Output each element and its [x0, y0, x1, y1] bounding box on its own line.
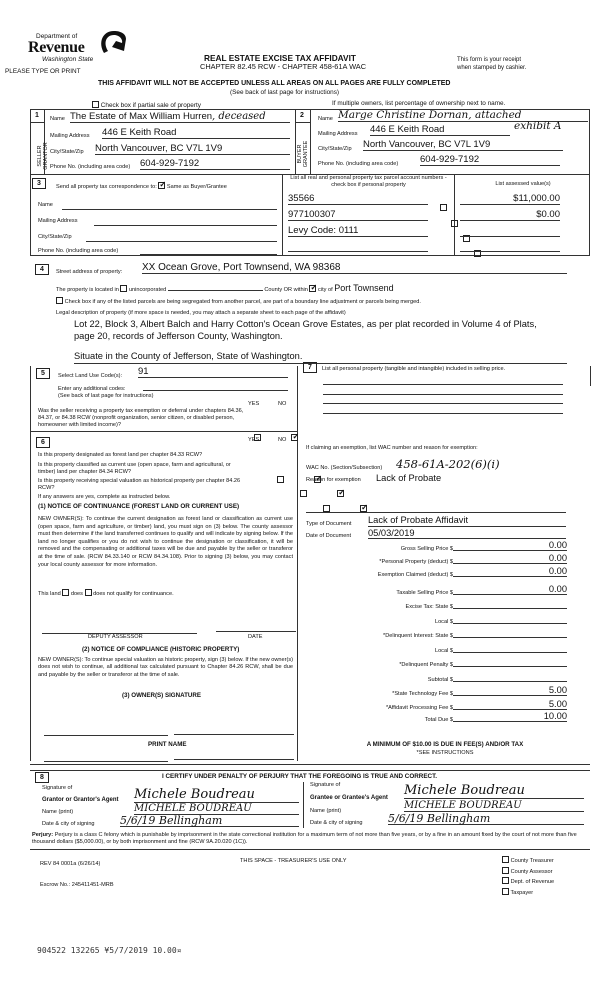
- value-header: List assessed value(s): [495, 181, 551, 187]
- copy-item: [502, 888, 554, 899]
- copy-distribution: [502, 856, 554, 898]
- amount-field[interactable]: [453, 598, 567, 609]
- historical-question: Is this property receiving special valuation as historical property per chapter 84.26 RCW?: [38, 478, 241, 491]
- grantor-sig-of: Signature of: [42, 785, 73, 791]
- amount-label: *Affidavit Processing Fee $: [385, 705, 453, 711]
- form-subtitle: CHAPTER 82.45 RCW - CHAPTER 458-61A WAC: [200, 62, 367, 71]
- personal-property-label: List all personal property (tangible and intangible) included in selling price.: [322, 366, 506, 372]
- copy-label: Taxpayer: [510, 889, 534, 896]
- amount-field[interactable]: [453, 613, 567, 624]
- assessed-value-field[interactable]: [460, 240, 560, 252]
- buyer-name-field[interactable]: Marge Christine Dornan, attached: [338, 109, 588, 122]
- street-field[interactable]: XX Ocean Grove, Port Townsend, WA 98368: [142, 262, 567, 274]
- land-use-label: Select Land Use Code(s):: [58, 373, 123, 379]
- receipt-note-1: This form is your receipt: [457, 57, 522, 63]
- notice-2-title: (2) NOTICE OF COMPLIANCE (HISTORIC PROPERTY): [82, 646, 240, 653]
- amount-label: Subtotal $: [427, 677, 453, 683]
- please-type: PLEASE TYPE OR PRINT: [5, 68, 81, 75]
- buyer-phone-label: Phone No. (including area code): [318, 161, 399, 167]
- dept-revenue-checkbox[interactable]: [502, 877, 509, 884]
- grantor-date-label: Date & city of signing: [42, 821, 95, 827]
- seller-city-field[interactable]: North Vancouver, BC V7L 1V9: [95, 143, 290, 155]
- personal-property-checkbox[interactable]: [451, 220, 458, 227]
- copy-label: County Treasurer: [510, 858, 554, 864]
- does-not-qualify-checkbox[interactable]: [85, 589, 92, 596]
- legal-line-2: page 20, records of Jefferson County, Washington.: [74, 331, 283, 341]
- partial-sale: [92, 101, 201, 109]
- warning-banner: THIS AFFIDAVIT WILL NOT BE ACCEPTED UNLESS ALL AREAS ON ALL PAGES ARE FULLY COMPLETED: [98, 80, 451, 87]
- buyer-mailing-label: Mailing Address: [318, 131, 358, 137]
- amount-field[interactable]: [453, 656, 567, 667]
- unincorporated-label: unincorporated: [128, 287, 167, 293]
- correspondence-label: [56, 182, 227, 190]
- amount-field[interactable]: 10.00: [453, 711, 567, 722]
- current-use-yes-checkbox[interactable]: [300, 490, 307, 497]
- doc-date-field[interactable]: 05/03/2019: [368, 528, 566, 539]
- perjury-notice: [32, 832, 587, 846]
- notice-1-text: NEW OWNER(S): To continue the current designation as forest land or classification as current use (open space, farm and agriculture, or timber) land, you must sign on (3) below. The county assessor must then determine if the land transferred continues to qualify and will indicate by signing below. If the land no longer qualifies or you do not wish to continue the designation or classification, it will be removed and the compensating or additional taxes will be due and payable by the seller or transferor at the time of sale. (RCW 84.33.140 or RCW 84.34.108). Prior to signing (3) below, you may contact your local county assessor for more information.: [38, 516, 293, 568]
- logo-state: Washington State: [42, 56, 94, 63]
- buyer-side-label: BUYER GRANTEE: [297, 140, 309, 168]
- buyer-city-field[interactable]: North Vancouver, BC V7L 1V9: [363, 139, 563, 151]
- section-5-number: 5: [36, 368, 50, 379]
- no-header: NO: [278, 401, 287, 407]
- doc-type-label: Type of Document: [306, 521, 352, 527]
- grantor-date-city[interactable]: 5/6/19 Bellingham: [120, 814, 299, 827]
- section-2-number: 2: [300, 112, 304, 119]
- amount-field[interactable]: [453, 671, 567, 682]
- notice-1-title: (1) NOTICE OF CONTINUANCE (FOREST LAND OR CURRENT USE): [38, 503, 240, 510]
- amount-field[interactable]: [453, 627, 567, 638]
- grantee-date-city[interactable]: 5/6/19 Bellingham: [388, 812, 584, 825]
- assessed-value-field[interactable]: $0.00: [460, 209, 560, 221]
- seller-city-label: City/State/Zip: [50, 149, 84, 155]
- notice-2-text: NEW OWNER(S): To continue special valuation as historic property, sign (3) below. If the new owner(s) does not wish to continue, all additional tax calculated pursuant to Chapter 84.26 RCW, shall be due and payable by the seller or transferor at the time of sale.: [38, 657, 293, 678]
- treasurer-use: THIS SPACE - TREASURER'S USE ONLY: [240, 858, 347, 864]
- assessed-value-field[interactable]: $11,000.00: [460, 193, 560, 205]
- grantee-date-label: Date & city of signing: [310, 820, 363, 826]
- county-field[interactable]: [168, 290, 263, 291]
- seller-side-label: SELLER GRANTOR: [37, 142, 49, 170]
- city-of-checkbox[interactable]: [309, 285, 316, 292]
- instructions-note: (See back of last page for instructions): [230, 89, 340, 96]
- copy-label: County Assessor: [510, 868, 553, 875]
- does-label: does: [70, 591, 83, 597]
- deputy-assessor-label: DEPUTY ASSESSOR: [88, 634, 143, 640]
- grantee-signature[interactable]: Michele Boudreau: [404, 783, 584, 799]
- personal-property-line-4[interactable]: [323, 409, 563, 414]
- owner-signature-label: (3) OWNER(S) SIGNATURE: [122, 692, 201, 699]
- grantee-agent-label: Grantee or Grantee's Agent: [310, 795, 388, 801]
- partial-sale-checkbox[interactable]: [92, 101, 99, 108]
- additional-codes-field[interactable]: [143, 383, 288, 391]
- grantor-signature[interactable]: Michele Boudreau: [134, 787, 299, 803]
- continuance-line: [38, 589, 174, 597]
- amount-field[interactable]: 0.00: [453, 566, 567, 577]
- amount-field[interactable]: [453, 642, 567, 653]
- multiple-owners-note: If multiple owners, list percentage of ownership next to name.: [332, 100, 506, 107]
- parcel-header: List all real and personal property tax parcel account numbers - check box if personal property: [290, 175, 447, 188]
- county-or-label: County OR within: [264, 287, 308, 293]
- cashier-stamp: 904522 132265 ¥5/7/2019 10.00¤: [37, 946, 182, 955]
- this-land-label: This land: [38, 591, 61, 597]
- city-of-label: city of: [318, 287, 333, 293]
- parcel-number-field[interactable]: 35566: [288, 193, 428, 205]
- parcel-number-field[interactable]: Levy Code: 0111: [288, 225, 428, 237]
- section-8-number: 8: [35, 772, 49, 783]
- grantor-name-label: Name (print): [42, 809, 74, 815]
- wac-label: WAC No. (Section/Subsection): [306, 465, 383, 471]
- print-name-line-1[interactable]: [44, 758, 168, 762]
- amount-label: Excise Tax: State $: [405, 604, 453, 610]
- amount-label: Gross Selling Price $: [400, 546, 453, 552]
- county-treasurer-checkbox[interactable]: [502, 856, 509, 863]
- segregated-checkbox[interactable]: [56, 297, 63, 304]
- rev-number: REV 84 0001a (6/26/14): [40, 861, 101, 867]
- legal-label: Legal description of property (if more space is needed, you may attach a separate sheet to each page of the affidavit): [56, 310, 346, 316]
- seller-name-value: The Estate of Max William Hurren: [70, 111, 213, 122]
- grantee-sig-of: Signature of: [310, 782, 341, 788]
- location-line: [56, 283, 394, 293]
- parcel-number-field[interactable]: 977100307: [288, 209, 428, 221]
- doc-type-field[interactable]: Lack of Probate Affidavit: [368, 515, 566, 527]
- amount-field[interactable]: 5.00: [453, 699, 567, 710]
- amount-label: Local $: [434, 619, 453, 625]
- additional-codes-label: Enter any additional codes:: [58, 386, 126, 392]
- personal-property-line-2[interactable]: [323, 390, 563, 395]
- buyer-name-handwritten-2: exhibit A: [514, 120, 562, 132]
- corr-mailing-field[interactable]: [94, 217, 277, 226]
- current-use-no-checkbox[interactable]: [337, 490, 344, 497]
- seller-mailing-field[interactable]: 446 E Keith Road: [102, 127, 290, 139]
- amount-label: *State Technology Fee $: [392, 691, 453, 697]
- buyer-name-label: Name: [318, 116, 333, 122]
- yes-header: YES: [248, 401, 260, 407]
- street-label: Street address of property:: [56, 269, 123, 275]
- receipt-note-2: when stamped by cashier.: [457, 65, 527, 71]
- unincorporated-checkbox[interactable]: [120, 285, 127, 292]
- historical-no-checkbox[interactable]: [360, 505, 367, 512]
- city-value: Port Townsend: [334, 283, 394, 293]
- amount-label: *Delinquent Interest: State $: [383, 633, 453, 639]
- date-sig-line[interactable]: [216, 626, 296, 632]
- section-1-number: 1: [35, 112, 39, 119]
- forest-yes-checkbox[interactable]: [277, 476, 284, 483]
- form-title: REAL ESTATE EXCISE TAX AFFIDAVIT: [204, 53, 356, 63]
- section-6-number: 6: [36, 437, 50, 448]
- amount-field[interactable]: 5.00: [453, 685, 567, 696]
- escrow-number: Escrow No.: 245411451-MRB: [40, 882, 114, 888]
- segregated-label: Check box if any of the listed parcels are being segregated from another parcel, are part of a boundary line adjustment or parcels being merged.: [64, 299, 421, 305]
- if-yes-note: If any answers are yes, complete as instructed below.: [38, 494, 171, 500]
- partial-sale-label: Check box if partial sale of property: [100, 102, 201, 109]
- copy-item: [502, 877, 554, 888]
- dor-logo: [28, 33, 138, 73]
- corr-name-label: Name: [38, 202, 53, 208]
- grantee-name-label: Name (print): [310, 808, 342, 814]
- print-name-label: PRINT NAME: [148, 741, 187, 748]
- correspondence-text: Send all property tax correspondence to:: [56, 184, 157, 190]
- does-not-label: does not qualify for continuance.: [93, 591, 174, 597]
- forest-question: Is this property designated as forest land per chapter 84.33 RCW?: [38, 452, 203, 458]
- amount-label: Taxable Selling Price $: [396, 590, 453, 596]
- amount-field[interactable]: 0.00: [453, 584, 567, 595]
- same-as-buyer-label: Same as Buyer/Grantee: [166, 184, 227, 190]
- see-back-note: (See back of last page for instructions): [58, 393, 154, 399]
- seller-phone-field[interactable]: 604-929-7192: [140, 158, 290, 170]
- perjury-label: Perjury:: [32, 832, 54, 838]
- corr-mailing-label: Mailing Address: [38, 218, 78, 224]
- corr-city-label: City/State/Zip: [38, 234, 72, 240]
- seller-name-field[interactable]: [70, 111, 290, 123]
- corr-name-field[interactable]: [62, 201, 277, 210]
- corr-city-field[interactable]: [86, 233, 277, 242]
- logo-dept: Department of: [36, 33, 78, 40]
- buyer-mailing-field[interactable]: 446 E Keith Road: [370, 124, 510, 136]
- copy-label: Dept. of Revenue: [510, 879, 555, 885]
- yes-header-6: YES: [248, 437, 260, 443]
- legal-line-1: Lot 22, Block 3, Albert Balch and Harry Cotton's Ocean Grove Estates, as per plat recorded in Volume 4 of Plats,: [74, 319, 537, 329]
- see-instructions-note: *SEE INSTRUCTIONS: [416, 750, 474, 756]
- perjury-text: Perjury is a class C felony which is punishable by imprisonment in the state correctional institution for a maximum term of not more than five years, or by a fine in an amount fixed by the court of not more than five thousand dollars ($5,000.00), or by both imprisonment and fine (RCW 9A.20.020 (1C)).: [32, 832, 577, 845]
- section-4-number: 4: [35, 264, 49, 275]
- revenue-swirl-icon: [96, 29, 128, 59]
- personal-property-line-1[interactable]: [323, 380, 563, 385]
- amount-label: *Delinquent Penalty $: [399, 662, 453, 668]
- amount-field[interactable]: 0.00: [453, 540, 567, 551]
- seller-mailing-label: Mailing Address: [50, 133, 90, 139]
- buyer-phone-field[interactable]: 604-929-7192: [420, 154, 560, 166]
- date-label: DATE: [248, 634, 263, 640]
- land-use-field[interactable]: 91: [138, 366, 288, 378]
- seller-name-handwritten: , deceased: [212, 111, 266, 122]
- no-header-6: NO: [278, 437, 287, 443]
- does-qualify-checkbox[interactable]: [62, 589, 69, 596]
- owner-signature-line-1[interactable]: [44, 730, 168, 736]
- personal-property-checkbox[interactable]: [440, 204, 447, 211]
- copy-item: [502, 856, 554, 867]
- parcel-number-field[interactable]: [288, 240, 428, 252]
- amount-label: Exemption Claimed (deduct) $: [377, 572, 453, 578]
- owner-signature-line-2[interactable]: [174, 729, 294, 735]
- corr-phone-field[interactable]: [140, 247, 277, 255]
- grantor-agent-label: Grantor or Grantor's Agent: [42, 797, 119, 803]
- seller-name-label: Name: [50, 116, 65, 122]
- historical-yes-checkbox[interactable]: [323, 505, 330, 512]
- corr-phone-label: Phone No. (including area code): [38, 248, 119, 254]
- current-use-question: Is this property classified as current use (open space, farm and agricultural, or timber) land per chapter 84.34 RCW?: [38, 462, 231, 475]
- exemption-claim-label: If claiming an exemption, list WAC number and reason for exemption:: [306, 445, 478, 451]
- legal-line-3: Situate in the County of Jefferson, State of Washington.: [74, 351, 303, 361]
- logo-revenue: Revenue: [28, 39, 85, 56]
- exemption-question: Was the seller receiving a property tax exemption or deferral under chapters 84.36, 84.37, or 84.38 RCW (nonprofit organization, senior citizen, or disabled person, homeowner with limited income)?: [38, 408, 244, 428]
- print-name-line-2[interactable]: [174, 756, 294, 760]
- grantee-name-print[interactable]: MICHELE BOUDREAU: [404, 800, 584, 812]
- personal-property-line-3[interactable]: [323, 399, 563, 404]
- section-7-number: 7: [303, 362, 317, 373]
- amount-field[interactable]: 0.00: [453, 553, 567, 564]
- amount-label: Local $: [434, 648, 453, 654]
- minimum-due-note: A MINIMUM OF $10.00 IS DUE IN FEE(S) AND/OR TAX: [366, 741, 524, 748]
- assessed-value-field[interactable]: [460, 225, 560, 237]
- amount-label: Total Due $: [424, 717, 453, 723]
- segregated-line: [56, 297, 421, 305]
- section-3-number: 3: [32, 178, 46, 189]
- grantor-name-print[interactable]: MICHELE BOUDREAU: [134, 803, 299, 815]
- buyer-city-label: City/State/Zip: [318, 146, 352, 152]
- certify-statement: I CERTIFY UNDER PENALTY OF PERJURY THAT THE FOREGOING IS TRUE AND CORRECT.: [162, 773, 437, 780]
- same-as-buyer-checkbox[interactable]: [158, 182, 165, 189]
- copy-item: [502, 867, 554, 878]
- exemption-no-checkbox[interactable]: [291, 434, 298, 441]
- wac-field[interactable]: 458-61A-202(6)(i): [396, 457, 500, 471]
- doc-date-label: Date of Document: [306, 533, 352, 539]
- reason-field[interactable]: Lack of Probate: [376, 473, 442, 483]
- taxpayer-checkbox[interactable]: [502, 888, 509, 895]
- seller-phone-label: Phone No. (including area code): [50, 164, 131, 170]
- located-in-label: The property is located in: [56, 287, 119, 293]
- county-assessor-checkbox[interactable]: [502, 867, 509, 874]
- amount-label: *Personal Property (deduct) $: [379, 559, 453, 565]
- reason-label: Reason for exemption: [306, 477, 361, 483]
